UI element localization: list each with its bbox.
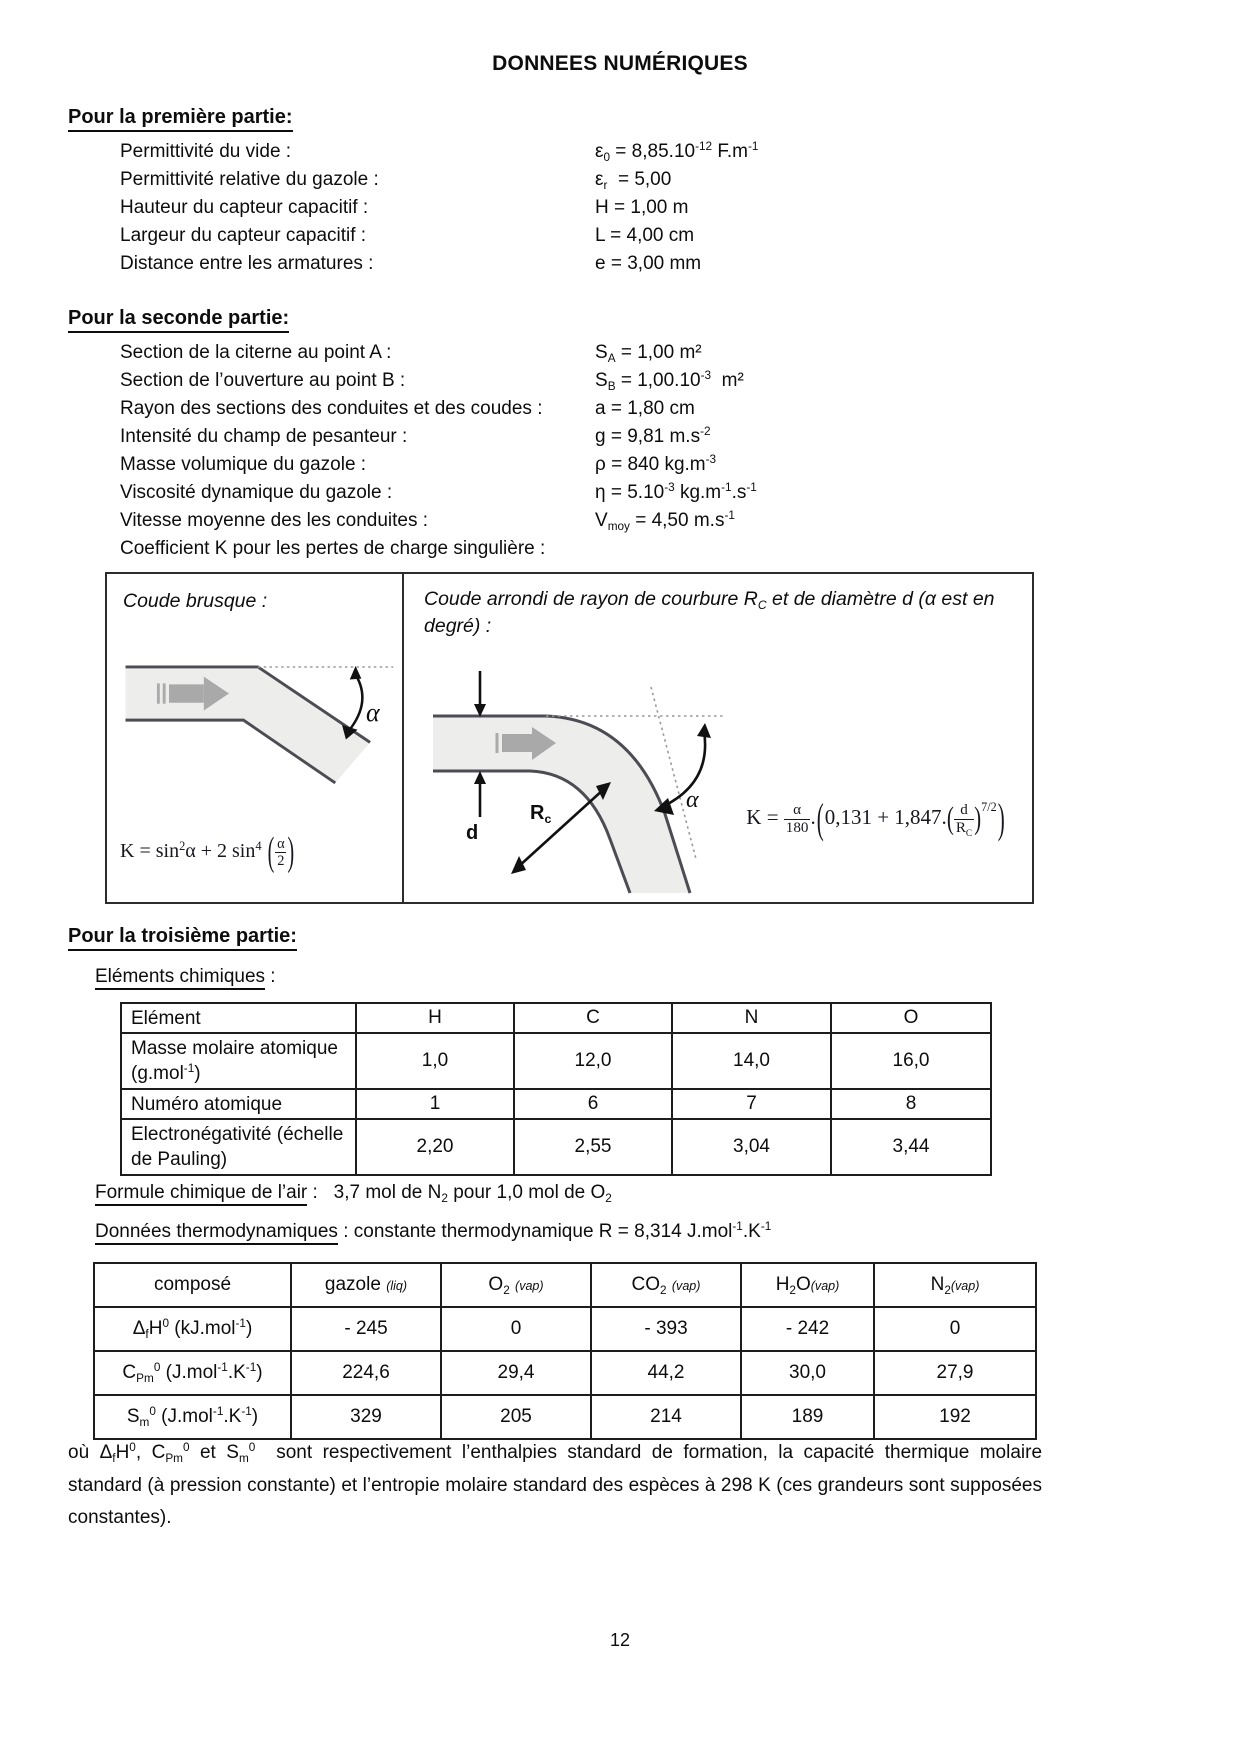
table-cell: 14,0: [672, 1033, 831, 1089]
table-row: [94, 1351, 1036, 1395]
table-header-cell: $H_2O(vap)$: [741, 1263, 874, 1307]
table-cell: 8: [831, 1089, 991, 1119]
row-label: Hauteur du capteur capacitif :: [120, 197, 369, 218]
coefficient-note: Coefficient K pour les pertes de charge singulière :: [120, 538, 546, 559]
flow-arrow-icon: [502, 734, 532, 752]
table-cell: 29,4: [441, 1351, 591, 1395]
row-label: Distance entre les armatures :: [120, 253, 374, 274]
table-header-cell: $O_2$ (vap): [441, 1263, 591, 1307]
row-value: ρ = 840 $kg.m^{-3}$: [595, 453, 717, 475]
table-cell: 1: [356, 1089, 514, 1119]
table-header-cell: Elément: [121, 1003, 356, 1033]
data-row: [68, 482, 1168, 510]
row-label: Masse volumique du gazole :: [120, 454, 367, 475]
coude-brusque-formula: $K = \sin^2\alpha + 2$ $\sin^4$ ( $\frac{\alpha}{2}$ ): [120, 830, 295, 875]
k-coefficient-box: [105, 572, 1034, 904]
data-row: [68, 197, 1168, 225]
curvature-radius-label: $R_c$: [530, 802, 552, 826]
data-row: [68, 253, 1168, 281]
table-cell: 44,2: [591, 1351, 741, 1395]
page-number: 12: [609, 1630, 631, 1650]
coude-brusque-caption: Coude brusque :: [123, 590, 268, 612]
table-cell: 6: [514, 1089, 672, 1119]
page-title: DONNEES NUMÉRIQUES: [492, 52, 748, 75]
row-value: e = 3,00 mm: [595, 253, 702, 274]
table-cell: 224,6: [291, 1351, 441, 1395]
table-cell: 214: [591, 1395, 741, 1439]
table-cell: - 245: [291, 1307, 441, 1351]
rounded-bend-pipe-drawing: [418, 659, 728, 897]
flow-arrow-icon: [169, 684, 204, 702]
table-row: [94, 1307, 1036, 1351]
table-row: [121, 1089, 991, 1119]
row-value: a = 1,80 cm: [595, 398, 695, 419]
row-value: H = 1,00 m: [595, 197, 689, 218]
coude-brusque-diagram: [111, 636, 401, 816]
table-cell: 189: [741, 1395, 874, 1439]
elements-table: [120, 1002, 992, 1176]
sharp-bend-pipe-drawing: [111, 636, 401, 812]
table-cell: Numéro atomique: [121, 1089, 356, 1119]
data-row: [68, 510, 1168, 538]
row-label: Viscosité dynamique du gazole :: [120, 482, 393, 503]
coude-arrondi-diagram: [418, 659, 728, 899]
table-cell: - 242: [741, 1307, 874, 1351]
table-cell: 0: [874, 1307, 1036, 1351]
part3-heading: Pour la troisième partie:: [68, 925, 297, 948]
table-header-cell: O: [831, 1003, 991, 1033]
data-row: [68, 141, 1168, 169]
row-label: Permittivité relative du gazole :: [120, 169, 379, 190]
alpha-angle-label: α: [366, 698, 380, 727]
table-cell: 2,55: [514, 1119, 672, 1175]
row-value: $S_A = 1,00$ m²: [595, 342, 702, 365]
table-cell: 192: [874, 1395, 1036, 1439]
table-cell: 2,20: [356, 1119, 514, 1175]
table-cell: $C_{Pm}^0$ $(J.mol^{-1}.K^{-1})$: [94, 1351, 291, 1395]
data-row: [68, 426, 1168, 454]
data-row: [68, 342, 1168, 370]
table-cell: - 393: [591, 1307, 741, 1351]
table-header-cell: gazole (liq): [291, 1263, 441, 1307]
table-cell: 0: [441, 1307, 591, 1351]
table-cell: 7: [672, 1089, 831, 1119]
table-cell: 205: [441, 1395, 591, 1439]
table-cell: 3,44: [831, 1119, 991, 1175]
pipe-diameter-label: d: [466, 822, 479, 844]
coude-arrondi-formula: K = $\frac{\alpha}{180}$ .(0,131 + 1,847.( $\frac{d}{R_C}$ )$^{7/2}$): [746, 794, 1005, 843]
table-header-cell: H: [356, 1003, 514, 1033]
data-row: [68, 225, 1168, 253]
table-cell: 27,9: [874, 1351, 1036, 1395]
coude-arrondi-caption: Coude arrondi de rayon de courbure $R_C$ et de diamètre d (α est en degré) :: [424, 588, 995, 637]
row-label: Vitesse moyenne des les conduites :: [120, 510, 429, 531]
table-header-row: [94, 1263, 1036, 1307]
table-row: [121, 1033, 991, 1089]
coude-arrondi-cell: [404, 574, 1032, 902]
table-cell: 30,0: [741, 1351, 874, 1395]
thermo-data-line: Données thermodynamiques : constante thermodynamique R = 8,314 $J.mol^{-1}.K^{-1}$: [95, 1221, 771, 1243]
row-value: $V_{moy} = 4,50$ $m.s^{-1}$: [595, 509, 735, 533]
table-cell: 3,04: [672, 1119, 831, 1175]
table-cell: Masse molaire atomique (g.mol$^{-1}$): [121, 1033, 356, 1089]
part2-rows: [68, 342, 1168, 538]
row-value: $\eta = 5.10^{-3}$ $kg.m^{-1}.s^{-1}$: [595, 481, 757, 503]
table-row: [121, 1119, 991, 1175]
table-header-cell: $CO_2$ (vap): [591, 1263, 741, 1307]
part1-heading: Pour la première partie:: [68, 106, 293, 129]
alpha-angle-label: α: [686, 787, 699, 813]
row-label: Section de l’ouverture au point B :: [120, 370, 406, 391]
table-cell: 12,0: [514, 1033, 672, 1089]
table-header-row: [121, 1003, 991, 1033]
table-header-cell: composé: [94, 1263, 291, 1307]
thermo-footnote: où $\Delta_fH^0$, $C_{Pm}^0$ et $S_m^0$ sont respectivement l’enthalpies standard de formation, la capacité thermique molaire standard (à pression constante) et l’entropie molaire standard des espèces à 298 K (ces grandeurs sont supposées constantes).: [68, 1441, 1043, 1528]
data-row: [68, 454, 1168, 482]
elements-subheading: Eléments chimiques :: [95, 966, 276, 988]
row-label: Permittivité du vide :: [120, 141, 292, 162]
row-value: $S_B = 1,00.10^{-3}$ m²: [595, 369, 744, 393]
row-label: Largeur du capteur capacitif :: [120, 225, 367, 246]
table-header-cell: $N_2(vap)$: [874, 1263, 1036, 1307]
row-label: Rayon des sections des conduites et des coudes :: [120, 398, 543, 419]
table-cell: 1,0: [356, 1033, 514, 1089]
coude-brusque-cell: [107, 574, 404, 902]
table-cell: Electronégativité (échelle de Pauling): [121, 1119, 356, 1175]
row-value: L = 4,00 cm: [595, 225, 695, 246]
data-row: [68, 398, 1168, 426]
part1-rows: [68, 141, 1168, 281]
data-row: [68, 370, 1168, 398]
thermo-table: [93, 1262, 1037, 1440]
table-header-cell: C: [514, 1003, 672, 1033]
table-header-cell: N: [672, 1003, 831, 1033]
part2-heading: Pour la seconde partie:: [68, 307, 289, 330]
row-label: Section de la citerne au point A :: [120, 342, 392, 363]
table-cell: $\Delta_fH^0$ (kJ.mol$^{-1}$): [94, 1307, 291, 1351]
row-value: g = 9,81 $m.s^{-2}$: [595, 425, 711, 447]
row-value: $\varepsilon_r = 5,00$: [595, 169, 672, 192]
air-formula-line: Formule chimique de l’air : 3,7 mol de $N_2$ pour 1,0 mol de $O_2$: [95, 1182, 612, 1205]
row-label: Intensité du champ de pesanteur :: [120, 426, 408, 447]
row-value: $\varepsilon_0 = 8,85.10^{-12}$ $F.m^{-1}$: [595, 140, 759, 164]
table-cell: 329: [291, 1395, 441, 1439]
table-cell: $S_m^0$ $(J.mol^{-1}.K^{-1})$: [94, 1395, 291, 1439]
table-cell: 16,0: [831, 1033, 991, 1089]
table-row: [94, 1395, 1036, 1439]
data-row: [68, 169, 1168, 197]
